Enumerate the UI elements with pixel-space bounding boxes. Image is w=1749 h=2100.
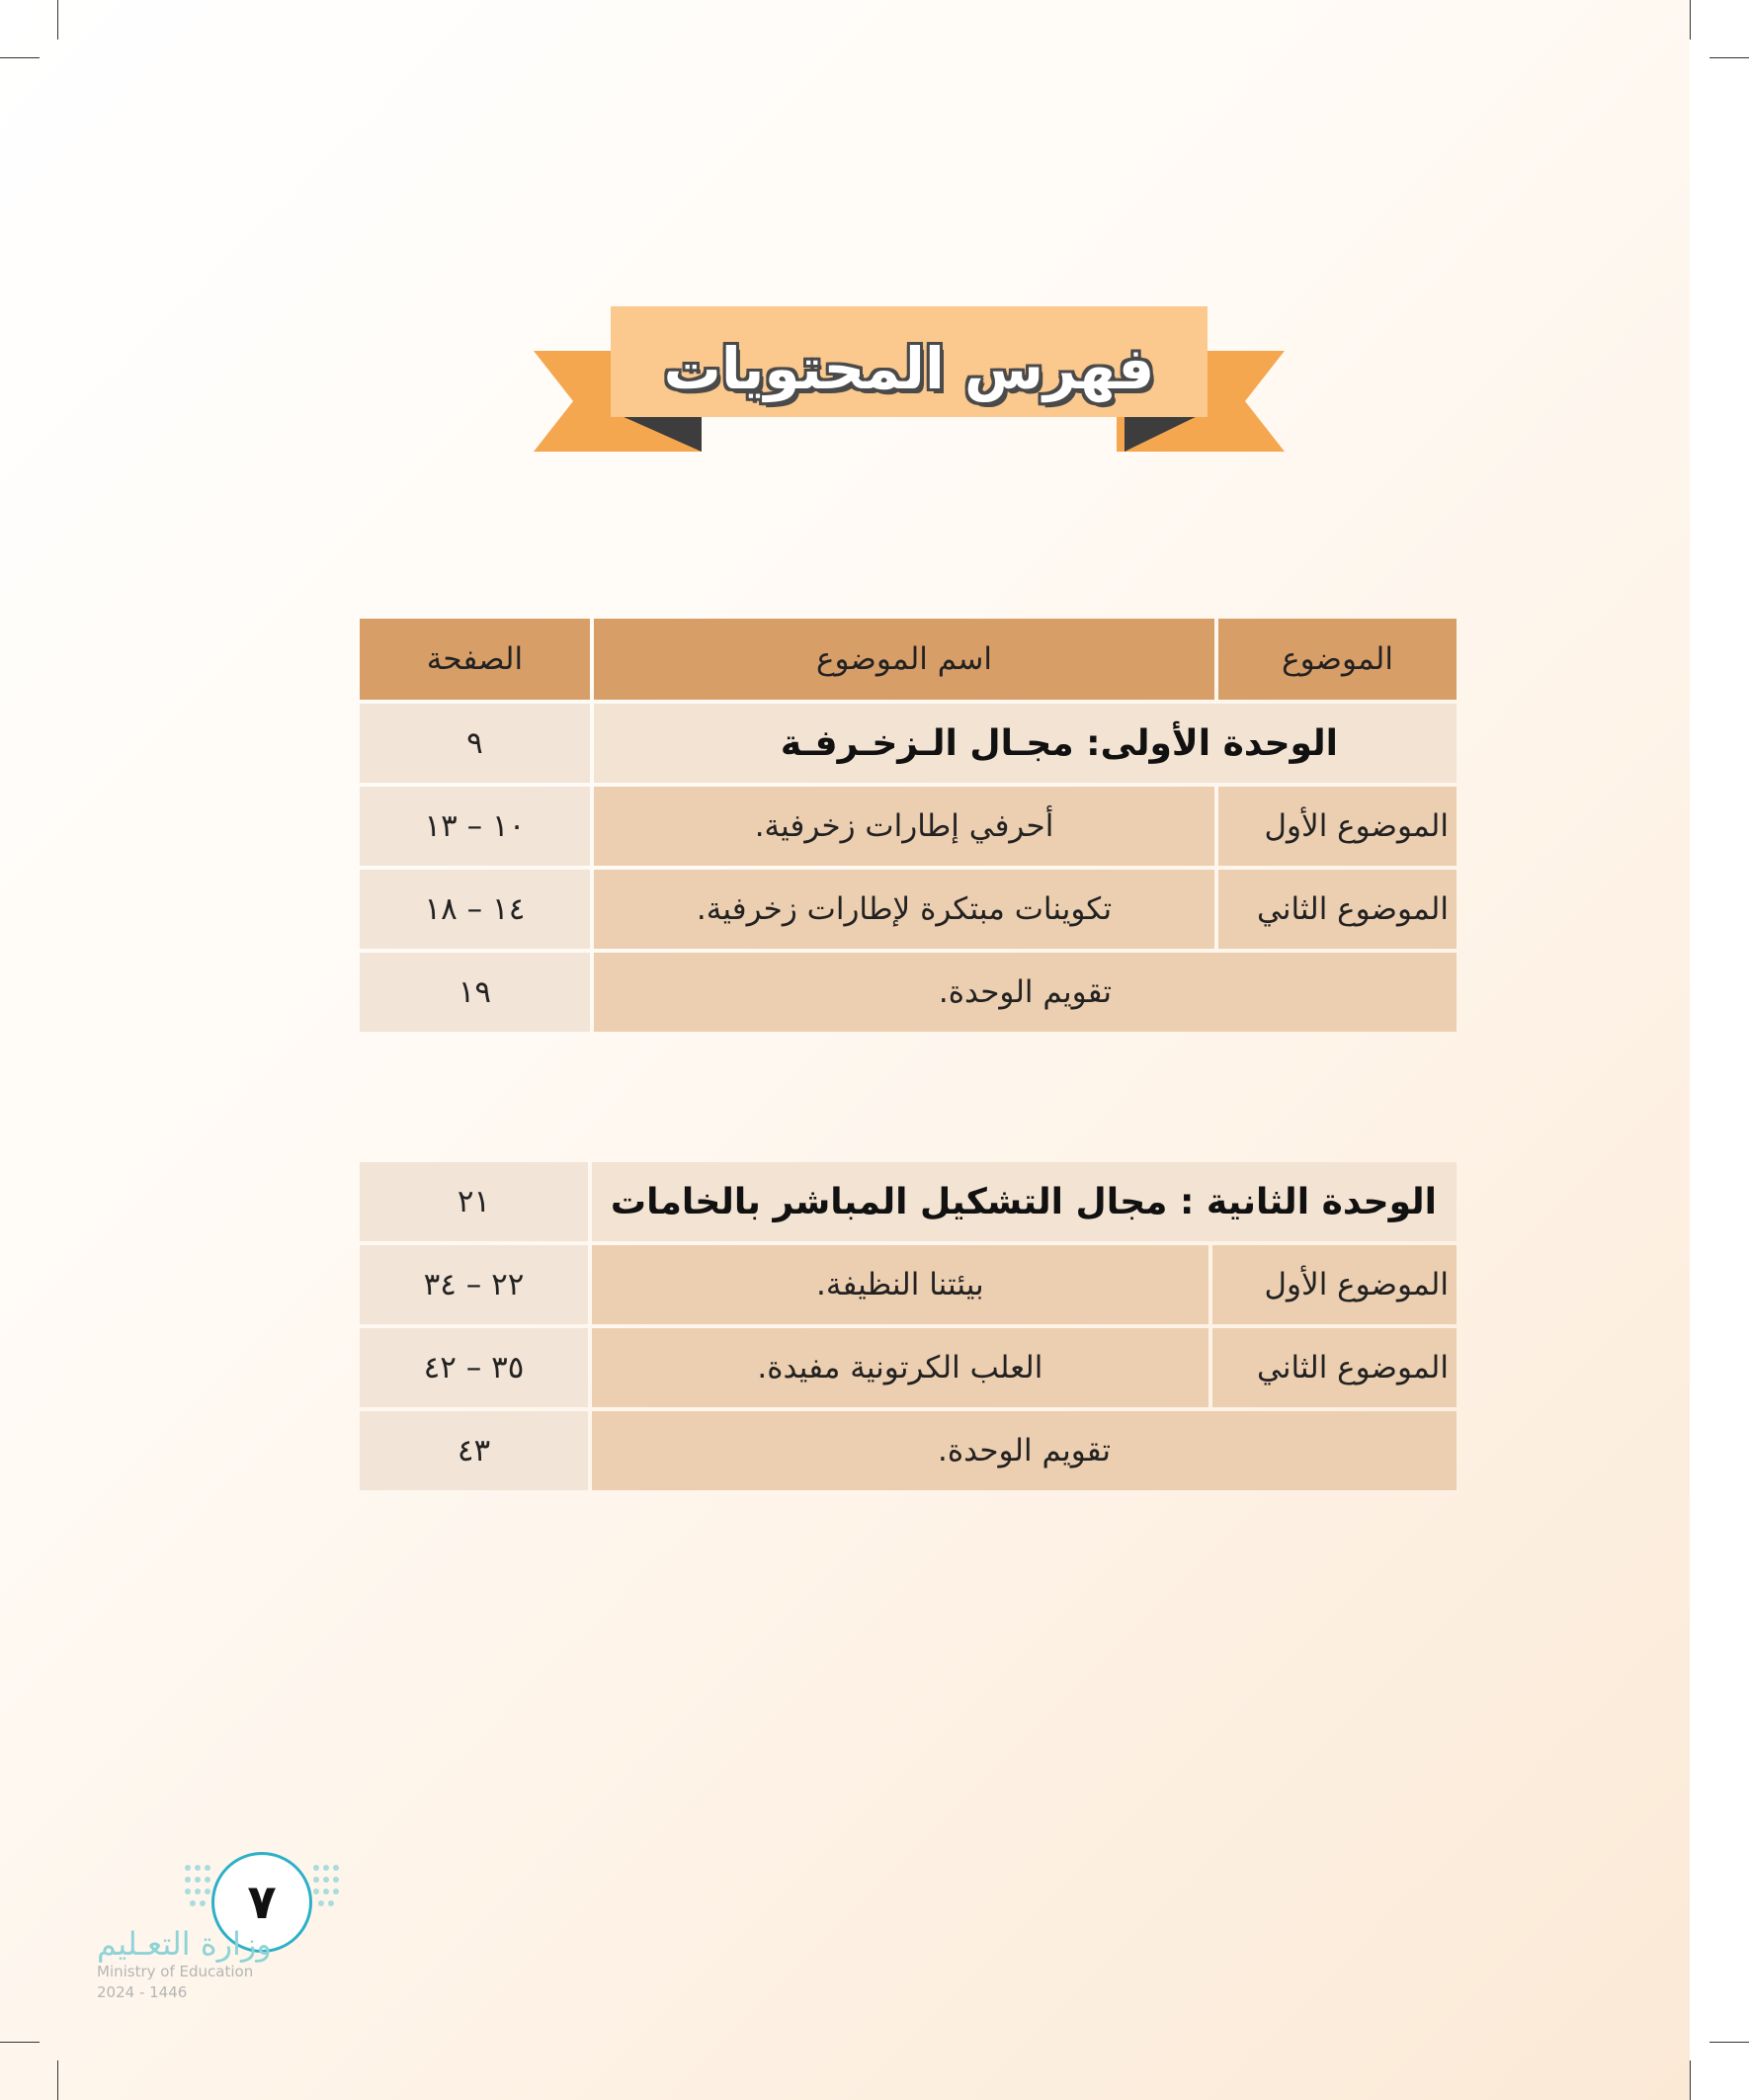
topic-pages: ٢٢ – ٣٤ [360,1245,588,1324]
unit-title-row [360,704,1457,783]
ministry-name-en: Ministry of Education [97,1963,254,1981]
unit-title: الوحدة الأولى: مجـال الـزخـرفـة [594,704,1457,783]
crop-mark [1709,2042,1749,2043]
unit-page: ٢١ [360,1162,588,1241]
table-row [360,787,1457,866]
toc-table-unit1 [356,615,1460,1036]
evaluation-name: تقويم الوحدة. [594,953,1457,1032]
topic-name: العلب الكرتونية مفيدة. [592,1328,1208,1407]
topic-label: الموضوع الثاني [1218,870,1457,949]
evaluation-page: ١٩ [360,953,590,1032]
table-row [360,1245,1457,1324]
crop-mark [57,0,58,40]
topic-label: الموضوع الأول [1212,1245,1457,1324]
unit-title-row [360,1162,1457,1241]
evaluation-page: ٤٣ [360,1411,588,1490]
crop-mark [0,2042,40,2043]
header-name: اسم الموضوع [594,619,1214,700]
header-page: الصفحة [360,619,590,700]
toc-table-unit2 [356,1158,1460,1494]
topic-label: الموضوع الثاني [1212,1328,1457,1407]
ministry-name-ar: وزارة التعـليم [97,1925,272,1963]
crop-mark [0,57,40,58]
crop-mark [1690,2060,1691,2100]
title-ribbon [534,301,1285,464]
crop-mark [1709,57,1749,58]
header-topic: الموضوع [1218,619,1457,700]
crop-mark [57,2060,58,2100]
topic-name: أحرفي إطارات زخرفية. [594,787,1214,866]
topic-name: بيئتنا النظيفة. [592,1245,1208,1324]
topic-pages: ١٠ – ١٣ [360,787,590,866]
table-row [360,870,1457,949]
ministry-logo [97,1927,294,2003]
topic-name: تكوينات مبتكرة لإطارات زخرفية. [594,870,1214,949]
crop-mark [1690,0,1691,40]
evaluation-row [360,953,1457,1032]
table-row [360,1328,1457,1407]
unit-title: الوحدة الثانية : مجال التشكيل المباشر بالخامات [592,1162,1457,1241]
page-title: فهرس المحتويات [663,334,1155,402]
topic-pages: ١٤ – ١٨ [360,870,590,949]
unit-page: ٩ [360,704,590,783]
evaluation-row [360,1411,1457,1490]
edition-year: 2024 - 1446 [97,1983,188,2002]
table-header-row [360,619,1457,700]
topic-pages: ٣٥ – ٤٢ [360,1328,588,1407]
topic-label: الموضوع الأول [1218,787,1457,866]
evaluation-name: تقويم الوحدة. [592,1411,1457,1490]
page-number: ٧ [211,1852,312,1953]
